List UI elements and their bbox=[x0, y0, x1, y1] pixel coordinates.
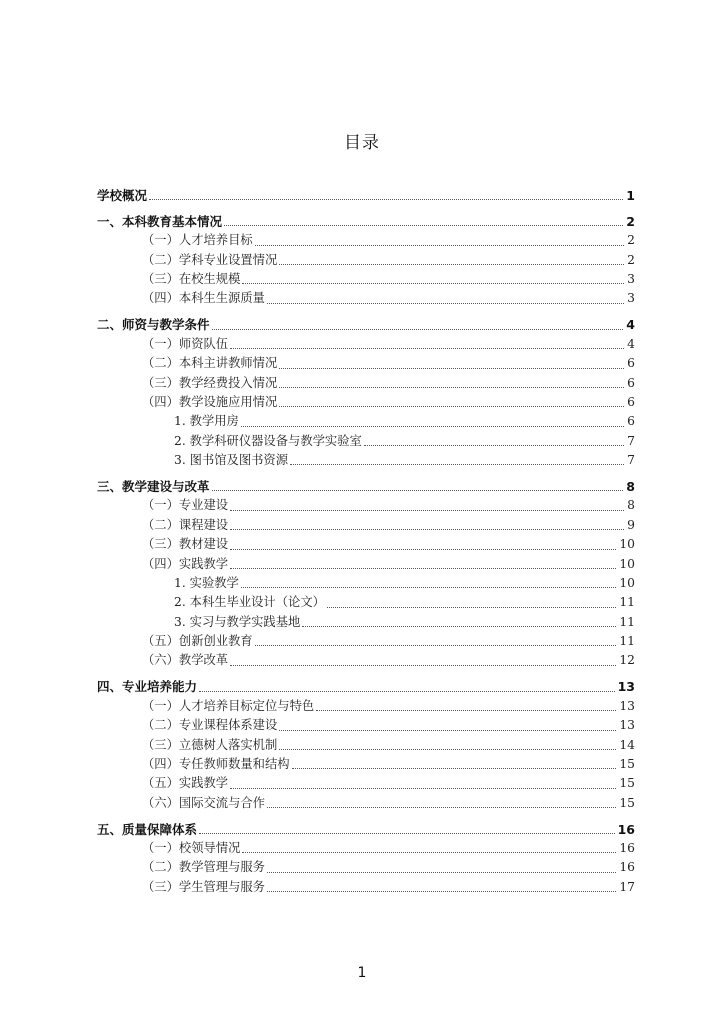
toc-entry-page: 16 bbox=[619, 840, 635, 855]
toc-entry-page: 6 bbox=[627, 414, 635, 429]
toc-entry-page: 2 bbox=[626, 213, 635, 229]
toc-dot-leader bbox=[267, 303, 624, 304]
toc-entry-label: （一）人才培养目标 bbox=[142, 233, 253, 248]
toc-subsection-entry[interactable] bbox=[97, 393, 635, 412]
toc-subsection-entry[interactable] bbox=[97, 555, 635, 574]
toc-entry-page: 6 bbox=[627, 394, 635, 409]
toc-dot-leader bbox=[199, 691, 615, 692]
toc-entry-label: （六）教学改革 bbox=[142, 653, 229, 668]
toc-entry-page: 2 bbox=[627, 233, 635, 248]
toc-entry-label: （三）在校生规模 bbox=[142, 272, 241, 287]
toc-entry-page: 13 bbox=[619, 698, 635, 713]
toc-dot-leader bbox=[279, 406, 624, 407]
toc-entry-label: （四）专任教师数量和结构 bbox=[142, 756, 290, 771]
toc-dot-leader bbox=[224, 225, 623, 226]
toc-entry-label: 1. 实验教学 bbox=[174, 575, 239, 590]
toc-subsection-entry[interactable] bbox=[97, 878, 635, 897]
toc-entry-page: 15 bbox=[619, 776, 635, 791]
toc-section-entry[interactable] bbox=[97, 677, 635, 696]
toc-dot-leader bbox=[267, 891, 616, 892]
toc-entry-page: 15 bbox=[619, 795, 635, 810]
toc-entry-page: 17 bbox=[619, 879, 635, 894]
toc-entry-label: 二、师资与教学条件 bbox=[97, 317, 210, 333]
toc-subsection-entry[interactable] bbox=[97, 335, 635, 354]
toc-entry-label: （四）教学设施应用情况 bbox=[142, 394, 278, 409]
toc-dot-leader bbox=[230, 568, 616, 569]
toc-dot-leader bbox=[292, 768, 617, 769]
toc-entry-label: （二）本科主讲教师情况 bbox=[142, 356, 278, 371]
toc-subsection-entry[interactable] bbox=[97, 289, 635, 308]
toc-dot-leader bbox=[255, 245, 624, 246]
toc-dot-leader bbox=[290, 464, 624, 465]
toc-entry-label: 3. 图书馆及图书资源 bbox=[174, 453, 289, 468]
toc-subsection-entry[interactable] bbox=[97, 496, 635, 515]
toc-subsection-entry[interactable] bbox=[97, 270, 635, 289]
toc-subsection-entry[interactable] bbox=[97, 697, 635, 716]
toc-subsection-entry[interactable] bbox=[97, 651, 635, 670]
toc-dot-leader bbox=[267, 872, 616, 873]
toc-entry-label: （四）实践教学 bbox=[142, 556, 229, 571]
toc-entry-page: 7 bbox=[627, 433, 635, 448]
toc-entry-label: 三、教学建设与改革 bbox=[97, 478, 210, 494]
toc-subsection-entry[interactable] bbox=[97, 354, 635, 373]
toc-entry-label: （一）专业建设 bbox=[142, 498, 229, 513]
toc-subsection-entry[interactable] bbox=[97, 858, 635, 877]
toc-dot-leader bbox=[199, 833, 615, 834]
toc-section-entry[interactable] bbox=[97, 315, 635, 334]
toc-entry-page: 8 bbox=[627, 498, 635, 513]
toc-section-entry[interactable] bbox=[97, 212, 635, 231]
toc-dot-leader bbox=[241, 587, 617, 588]
toc-entry-label: （六）国际交流与合作 bbox=[142, 795, 265, 810]
toc-dot-leader bbox=[267, 807, 616, 808]
toc-entry-label: 五、质量保障体系 bbox=[97, 821, 198, 837]
toc-subsubsection-entry[interactable] bbox=[97, 432, 635, 451]
toc-entry-page: 14 bbox=[619, 737, 635, 752]
toc-dot-leader bbox=[212, 329, 624, 330]
toc-entry-page: 15 bbox=[619, 756, 635, 771]
toc-entry-label: （一）校领导情况 bbox=[142, 840, 241, 855]
toc-entry-page: 11 bbox=[619, 595, 635, 610]
toc-subsubsection-entry[interactable] bbox=[97, 574, 635, 593]
toc-section-entry[interactable] bbox=[97, 186, 635, 205]
toc-entry-label: （一）人才培养目标定位与特色 bbox=[142, 698, 315, 713]
toc-subsection-entry[interactable] bbox=[97, 251, 635, 270]
toc-dot-leader bbox=[212, 490, 624, 491]
toc-subsubsection-entry[interactable] bbox=[97, 412, 635, 431]
toc-entry-page: 9 bbox=[627, 517, 635, 532]
toc-entry-page: 2 bbox=[627, 252, 635, 267]
toc-dot-leader bbox=[279, 387, 624, 388]
toc-dot-leader bbox=[230, 549, 616, 550]
toc-dot-leader bbox=[364, 445, 624, 446]
toc-entry-label: 一、本科教育基本情况 bbox=[97, 213, 223, 229]
toc-entry-page: 4 bbox=[627, 336, 635, 351]
toc-entry-page: 1 bbox=[626, 187, 635, 203]
toc-dot-leader bbox=[230, 348, 624, 349]
toc-dot-leader bbox=[279, 368, 624, 369]
toc-entry-page: 10 bbox=[619, 575, 635, 590]
toc-entry-page: 10 bbox=[619, 537, 635, 552]
toc-entry-page: 6 bbox=[627, 375, 635, 390]
toc-dot-leader bbox=[230, 510, 624, 511]
toc-entry-label: （三）学生管理与服务 bbox=[142, 879, 265, 894]
toc-dot-leader bbox=[316, 710, 616, 711]
toc-entry-page: 13 bbox=[619, 718, 635, 733]
toc-entry-page: 3 bbox=[627, 291, 635, 306]
toc-dot-leader bbox=[242, 852, 616, 853]
toc-entry-page: 11 bbox=[619, 614, 635, 629]
toc-entry-page: 12 bbox=[619, 653, 635, 668]
toc-subsection-entry[interactable] bbox=[97, 716, 635, 735]
toc-entry-page: 8 bbox=[626, 478, 635, 494]
table-of-contents bbox=[97, 186, 635, 897]
toc-entry-page: 16 bbox=[619, 860, 635, 875]
toc-dot-leader bbox=[230, 665, 616, 666]
toc-subsection-entry[interactable] bbox=[97, 794, 635, 813]
toc-dot-leader bbox=[279, 749, 616, 750]
toc-subsubsection-entry[interactable] bbox=[97, 593, 635, 612]
toc-entry-label: （三）立德树人落实机制 bbox=[142, 737, 278, 752]
toc-subsection-entry[interactable] bbox=[97, 774, 635, 793]
toc-entry-label: 四、专业培养能力 bbox=[97, 679, 198, 695]
toc-entry-label: （五）创新创业教育 bbox=[142, 634, 253, 649]
toc-entry-label: （五）实践教学 bbox=[142, 776, 229, 791]
toc-entry-page: 3 bbox=[627, 272, 635, 287]
toc-section-entry[interactable] bbox=[97, 477, 635, 496]
toc-subsection-entry[interactable] bbox=[97, 231, 635, 250]
toc-dot-leader bbox=[279, 264, 624, 265]
toc-entry-label: （二）专业课程体系建设 bbox=[142, 718, 278, 733]
toc-entry-page: 10 bbox=[619, 556, 635, 571]
toc-subsection-entry[interactable] bbox=[97, 736, 635, 755]
toc-subsection-entry[interactable] bbox=[97, 632, 635, 651]
toc-entry-label: （三）教材建设 bbox=[142, 537, 229, 552]
toc-entry-page: 6 bbox=[627, 356, 635, 371]
toc-entry-label: （二）课程建设 bbox=[142, 517, 229, 532]
toc-entry-label: 学校概况 bbox=[97, 187, 148, 203]
toc-dot-leader bbox=[242, 283, 624, 284]
toc-entry-label: （一）师资队伍 bbox=[142, 336, 229, 351]
toc-dot-leader bbox=[279, 730, 616, 731]
toc-subsection-entry[interactable] bbox=[97, 755, 635, 774]
toc-dot-leader bbox=[302, 626, 616, 627]
toc-entry-label: 2. 教学科研仪器设备与教学实验室 bbox=[174, 433, 362, 448]
toc-section-entry[interactable] bbox=[97, 820, 635, 839]
toc-entry-page: 11 bbox=[619, 634, 635, 649]
toc-subsection-entry[interactable] bbox=[97, 516, 635, 535]
toc-entry-label: 1. 教学用房 bbox=[174, 414, 239, 429]
toc-entry-label: （二）学科专业设置情况 bbox=[142, 252, 278, 267]
toc-subsubsection-entry[interactable] bbox=[97, 613, 635, 632]
toc-entry-label: 2. 本科生毕业设计（论文） bbox=[174, 595, 325, 610]
page-title: 目录 bbox=[344, 133, 380, 153]
toc-subsubsection-entry[interactable] bbox=[97, 451, 635, 470]
toc-entry-page: 13 bbox=[617, 679, 635, 695]
toc-entry-label: （四）本科生生源质量 bbox=[142, 291, 265, 306]
toc-dot-leader bbox=[230, 529, 624, 530]
toc-dot-leader bbox=[327, 607, 616, 608]
toc-subsection-entry[interactable] bbox=[97, 374, 635, 393]
toc-entry-page: 7 bbox=[627, 453, 635, 468]
toc-dot-leader bbox=[230, 788, 616, 789]
page-number: 1 bbox=[357, 965, 367, 981]
toc-entry-page: 16 bbox=[617, 821, 635, 837]
toc-entry-label: （三）教学经费投入情况 bbox=[142, 375, 278, 390]
toc-dot-leader bbox=[255, 645, 617, 646]
toc-subsection-entry[interactable] bbox=[97, 535, 635, 554]
toc-entry-label: 3. 实习与教学实践基地 bbox=[174, 614, 301, 629]
toc-dot-leader bbox=[149, 199, 623, 200]
toc-dot-leader bbox=[241, 426, 624, 427]
toc-entry-page: 4 bbox=[626, 317, 635, 333]
toc-entry-label: （二）教学管理与服务 bbox=[142, 860, 265, 875]
toc-subsection-entry[interactable] bbox=[97, 839, 635, 858]
